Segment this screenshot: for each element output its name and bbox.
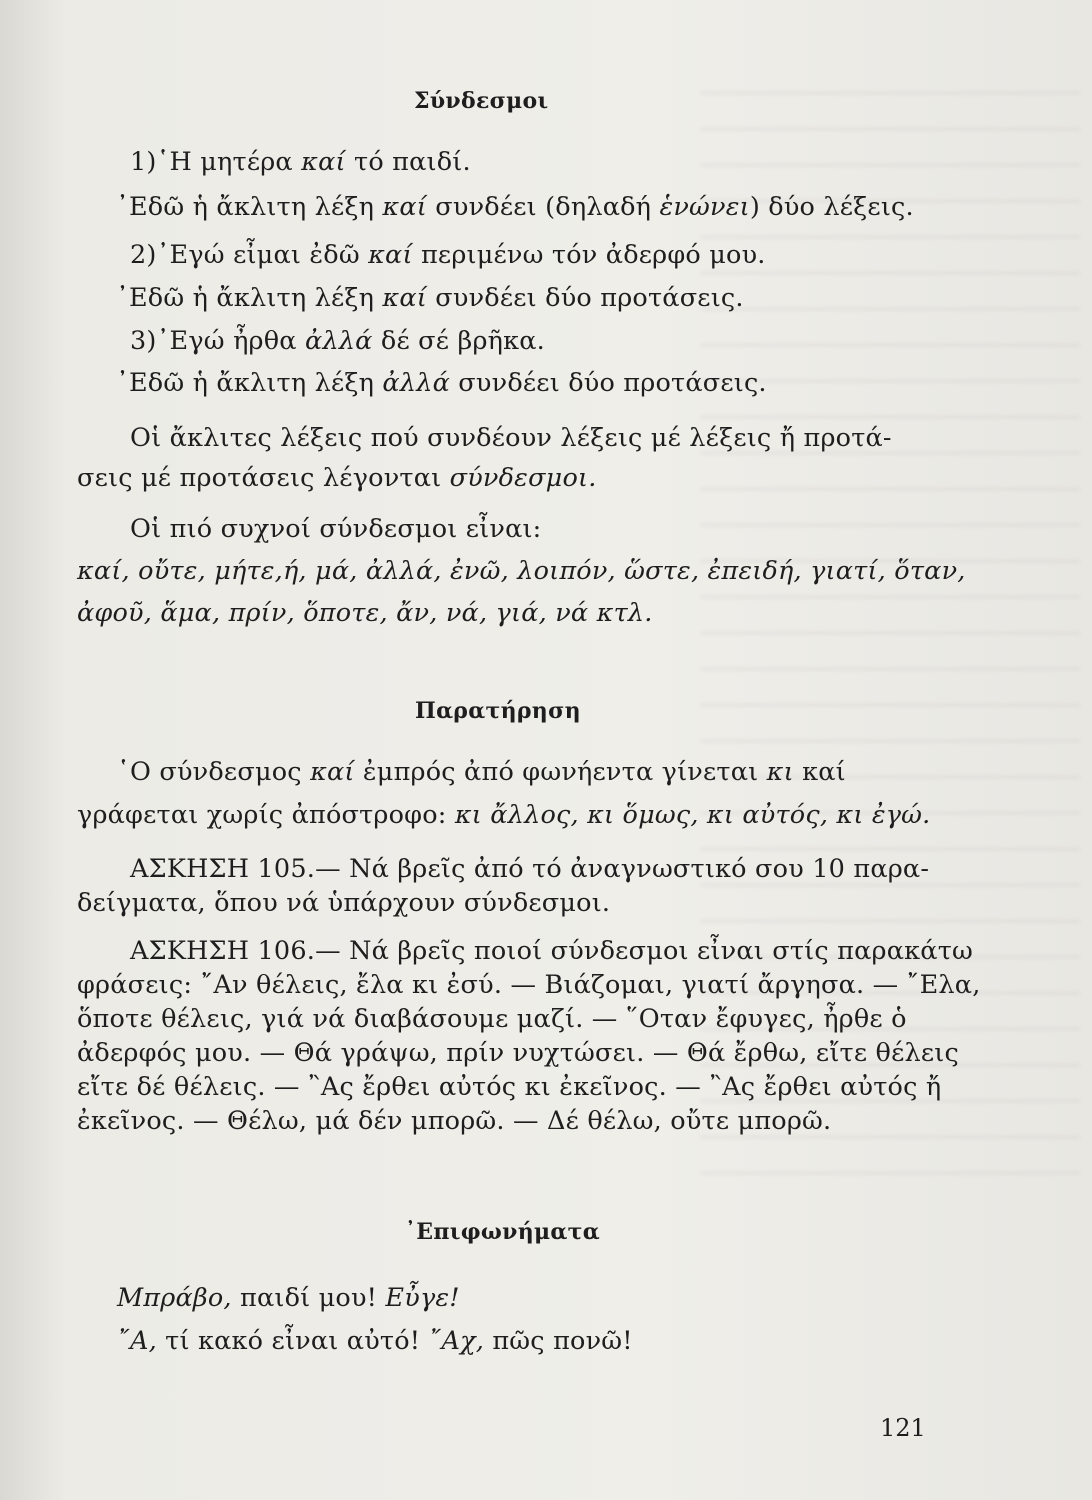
common-conjunctions-intro: Οἱ πιό συχνοί σύνδεσμοι εἶναι: bbox=[130, 514, 542, 544]
example-3: 3)᾿Εγώ ἦρθα ἀλλά δέ σέ βρῆκα. bbox=[130, 326, 545, 356]
example-2: 2)᾿Εγώ εἶμαι ἐδῶ καί περιμένω τόν ἀδερφό μου. bbox=[130, 240, 766, 270]
exercise-105-line-2: δείγματα, ὅπου νά ὑπάρχουν σύνδεσμοι. bbox=[77, 888, 611, 918]
exercise-105-line-1: ΑΣΚΗΣΗ 105.— Νά βρεῖς ἀπό τό ἀναγνωστικό σου 10 παρα- bbox=[130, 854, 930, 884]
exercise-106-line-3: ὅποτε θέλεις, γιά νά διαβάσουμε μαζί. — ῞Οταν ἔφυγες, ἦρθε ὁ bbox=[77, 1004, 907, 1034]
heading-syndesmoi: Σύνδεσμοι bbox=[414, 88, 549, 114]
observation-line-1: ῾Ο σύνδεσμος καί ἐμπρός ἀπό φωνήεντα γίνεται κι καί bbox=[117, 757, 846, 787]
page-number: 121 bbox=[880, 1414, 926, 1442]
definition-line-2: σεις μέ προτάσεις λέγονται σύνδεσμοι. bbox=[77, 463, 597, 493]
heading-epifonimata: ᾿Επιφωνήματα bbox=[405, 1219, 600, 1245]
definition-line-1: Οἱ ἄκλιτες λέξεις πού συνδέουν λέξεις μέ λέξεις ἤ προτά- bbox=[130, 423, 892, 453]
heading-paratirisi: Παρατήρηση bbox=[415, 698, 581, 724]
exercise-106-line-4: ἀδερφός μου. — Θά γράψω, πρίν νυχτώσει. — Θά ἔρθω, εἴτε θέλεις bbox=[77, 1038, 959, 1068]
exercise-106-line-6: ἐκεῖνος. — Θέλω, μά δέν μπορῶ. — Δέ θέλω, οὔτε μπορῶ. bbox=[77, 1106, 832, 1136]
example-1-note: ᾿Εδῶ ἡ ἄκλιτη λέξη καί συνδέει (δηλαδή ἑνώνει) δύο λέξεις. bbox=[116, 192, 914, 222]
exercise-106-line-2: φράσεις: ῎Αν θέλεις, ἔλα κι ἐσύ. — Βιάζομαι, γιατί ἄργησα. — ῎Ελα, bbox=[77, 970, 981, 1000]
conjunction-list-2: ἀφοῦ, ἅμα, πρίν, ὅποτε, ἄν, νά, γιά, νά κτλ. bbox=[77, 598, 653, 628]
conjunction-list-1: καί, οὔτε, μήτε,ή, μά, ἀλλά, ἐνῶ, λοιπόν, ὥστε, ἐπειδή, γιατί, ὅταν, bbox=[77, 556, 966, 586]
interjection-example-2: ῎Α, τί κακό εἶναι αὐτό! ῎Αχ, πῶς πονῶ! bbox=[117, 1326, 633, 1356]
exercise-106-line-1: ΑΣΚΗΣΗ 106.— Νά βρεῖς ποιοί σύνδεσμοι εἶναι στίς παρακάτω bbox=[130, 936, 974, 966]
interjection-example-1: Μπράβο, παιδί μου! Εὖγε! bbox=[117, 1283, 460, 1313]
exercise-106-line-5: εἴτε δέ θέλεις. — ῍Ας ἔρθει αὐτός κι ἐκεῖνος. — ῍Ας ἔρθει αὐτός ἤ bbox=[77, 1072, 942, 1102]
example-3-note: ᾿Εδῶ ἡ ἄκλιτη λέξη ἀλλά συνδέει δύο προτάσεις. bbox=[116, 368, 767, 398]
example-2-note: ᾿Εδῶ ἡ ἄκλιτη λέξη καί συνδέει δύο προτάσεις. bbox=[116, 283, 744, 313]
observation-line-2: γράφεται χωρίς ἀπόστροφο: κι ἄλλος, κι ὅμως, κι αὐτός, κι ἐγώ. bbox=[77, 800, 931, 830]
example-1: 1)῾Η μητέρα καί τό παιδί. bbox=[130, 147, 471, 177]
